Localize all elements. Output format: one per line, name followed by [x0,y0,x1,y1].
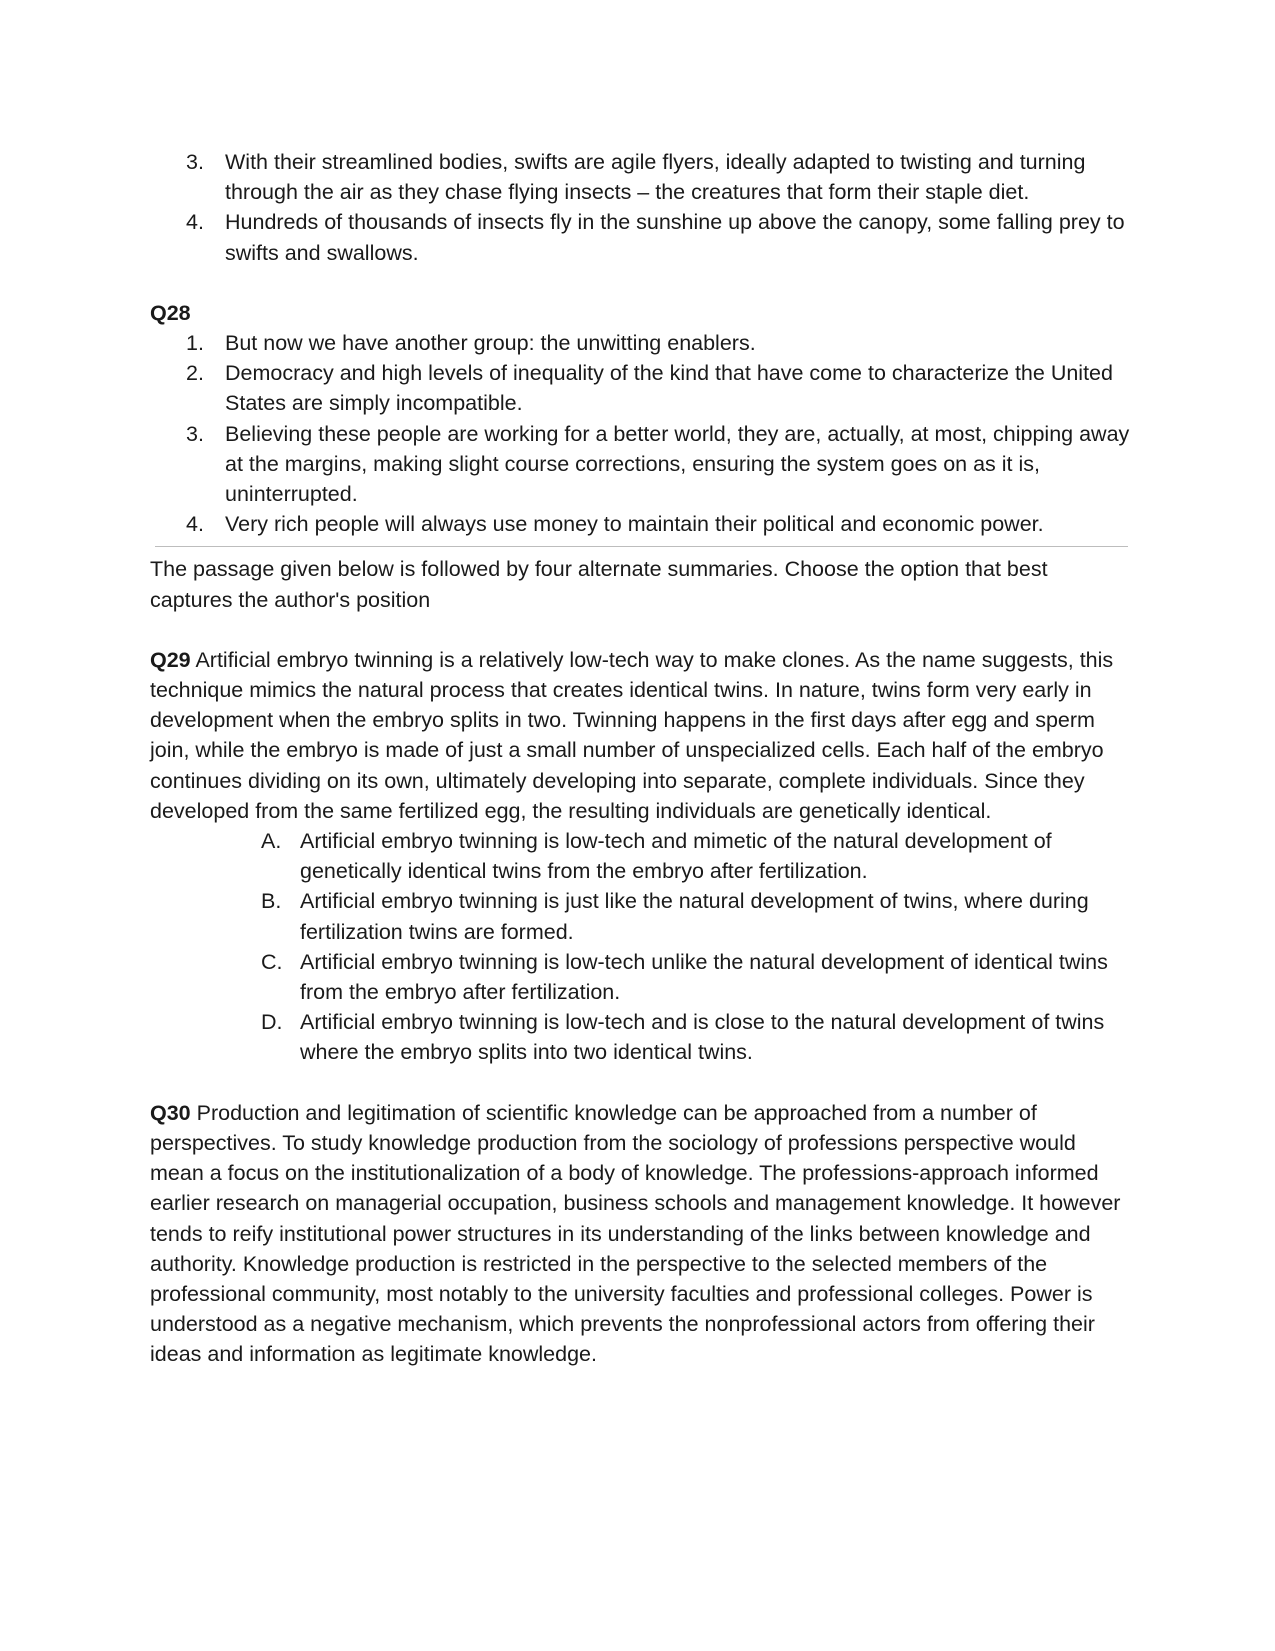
q27-continued-list [150,147,1132,268]
list-item-number: 4. [186,512,204,537]
q30-label: Q30 [150,1100,191,1125]
option-item [150,826,1132,886]
option-item [150,886,1132,946]
list-item-text: But now we have another group: the unwitting enablers. [225,331,756,356]
option-text: Artificial embryo twinning is just like the natural development of twins, where during fertilization twins are formed. [300,889,1089,944]
option-text: Artificial embryo twinning is low-tech and mimetic of the natural development of genetically identical twins from the embryo after fertilization. [300,829,1052,884]
option-text: Artificial embryo twinning is low-tech and is close to the natural development of twins where the embryo splits into two identical twins. [300,1010,1105,1065]
list-item [150,328,1132,358]
option-item [150,1007,1132,1067]
instructions-text: The passage given below is followed by four alternate summaries. Choose the option that best captures the author's position [150,557,1048,612]
list-item [150,147,1132,207]
list-item [150,207,1132,267]
list-item-number: 3. [186,150,204,174]
q29-passage [150,645,1132,826]
document-page [150,147,1132,1370]
list-item-text: Hundreds of thousands of insects fly in the sunshine up above the canopy, some falling prey to swifts and swallows. [225,210,1125,265]
list-item [150,509,1132,539]
list-item-text: Believing these people are working for a better world, they are, actually, at most, chipping away at the margins, making slight course corrections, ensuring the system goes on as it is, uninterrupted. [225,421,1130,507]
option-letter: D. [261,1010,283,1035]
list-item [150,358,1132,418]
q29-options [150,826,1132,1068]
list-item-text: With their streamlined bodies, swifts are agile flyers, ideally adapted to twisting and turning through the air as they chase flying insects – the creatures that form their staple diet. [225,150,1086,205]
list-item-number: 4. [186,210,204,235]
option-item [150,947,1132,1007]
list-item-number: 3. [186,421,204,446]
q29-label: Q29 [150,647,191,672]
option-letter: C. [261,949,283,974]
list-item-text: Very rich people will always use money to maintain their political and economic power. [225,512,1044,537]
q28-label: Q28 [150,300,191,325]
option-letter: A. [261,829,282,854]
q28-list [150,328,1132,539]
list-item-text: Democracy and high levels of inequality of the kind that have come to characterize the United States are simply incompatible. [225,361,1113,416]
q29-passage-text: Artificial embryo twinning is a relatively low-tech way to make clones. As the name suggests, this technique mimics the natural process that creates identical twins. In nature, twins form very early in development when the embryo splits in two. Twinning happens in the first days after egg and sperm join, while the embryo is made of just a small number of unspecialized cells. Each half of the embryo continues dividing on its own, ultimately developing into separate, complete individuals. Since they developed from the same fertilized egg, the resulting individuals are genetically identical. [150,647,1114,823]
q30-passage-text: Production and legitimation of scientific knowledge can be approached from a number of perspectives. To study knowledge production from the sociology of professions perspective would mean a focus on the institutionalization of a body of knowledge. The professions-approach informed earlier research on managerial occupation, business schools and management knowledge. It however tends to reify institutional power structures in its understanding of the links between knowledge and authority. Knowledge production is restricted in the perspective to the selected members of the professional community, most notably to the university faculties and professional colleges. Power is understood as a negative mechanism, which prevents the nonprofessional actors from offering their ideas and information as legitimate knowledge. [150,1100,1121,1367]
list-item-number: 1. [186,331,204,356]
option-text: Artificial embryo twinning is low-tech unlike the natural development of identical twins from the embryo after fertilization. [300,949,1108,1005]
list-item-number: 2. [186,361,204,386]
option-letter: B. [261,889,282,914]
list-item [150,419,1132,510]
q30-passage [150,1098,1132,1370]
section-divider [155,546,1128,547]
